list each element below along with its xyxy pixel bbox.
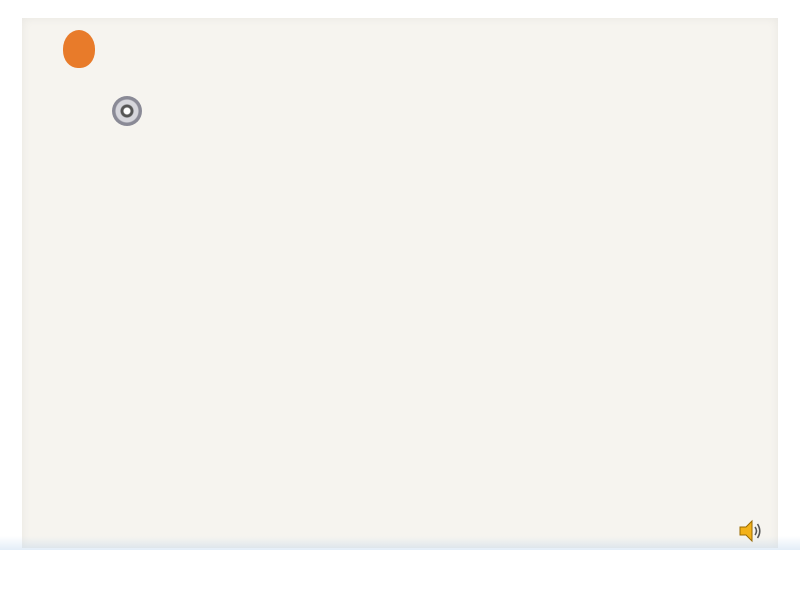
check-yourself-line xyxy=(108,98,148,128)
speaker-icon[interactable] xyxy=(738,518,764,544)
bottom-stripe-fade xyxy=(0,536,800,550)
cd-icon[interactable] xyxy=(112,96,142,126)
exercise-number-badge xyxy=(63,30,95,68)
bottom-color-stripe xyxy=(0,550,800,600)
top-color-stripe xyxy=(0,0,800,18)
